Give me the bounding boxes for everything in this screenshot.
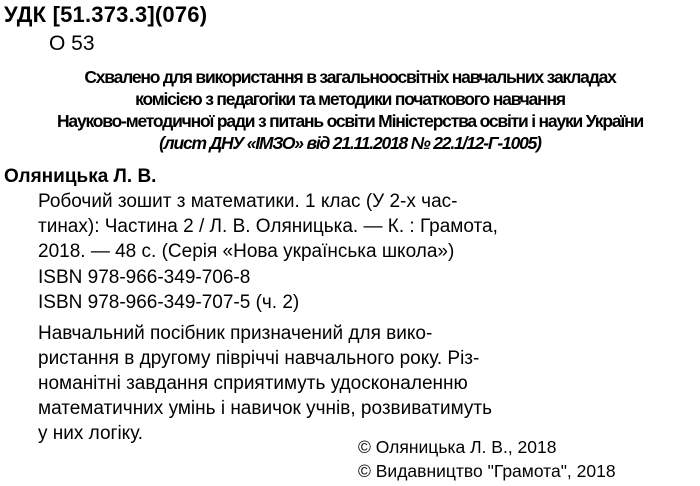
annotation-line: Навчальний посібник призначений для вико- [38, 323, 433, 344]
approval-line: Схвалено для використання в загальноосвітніх навчальних закладах [84, 67, 616, 87]
isbn-part-two: ISBN 978-966-349-707-5 (ч. 2) [38, 292, 300, 313]
annotation-line: номанітні завдання сприятимуть удосконаленню [38, 373, 468, 394]
author-mark: О 53 [49, 32, 95, 55]
approval-reference: (лист ДНУ «ІМЗО» від 21.11.2018 № 22.1/12-Г-1005) [159, 133, 541, 153]
bibliographic-line: тинах): Частина 2 / Л. В. Оляницька. — К. : Грамота, [38, 216, 498, 237]
bibliographic-line: 2018. — 48 с. (Серія «Нова українська школа») [38, 241, 455, 262]
author-heading: Оляницька Л. В. [4, 166, 157, 187]
isbn-full-set: ISBN 978-966-349-706-8 [38, 267, 251, 288]
annotation-line: ристання в другому півріччі навчального року. Різ- [38, 348, 480, 369]
approval-line: комісією з педагогіки та методики початкового навчання [135, 89, 565, 109]
approval-notice [0, 66, 700, 154]
udk-code: УДК [51.373.3](076) [4, 2, 208, 27]
annotation [38, 321, 662, 446]
bibliographic-description [38, 189, 654, 264]
approval-line: Науково-методичної ради з питань освіти Міністерства освіти і науки України [56, 111, 644, 131]
copyright-author: © Оляницька Л. В., 2018 [358, 437, 557, 457]
annotation-line: у них логіку. [38, 423, 144, 444]
bibliographic-line: Робочий зошит з математики. 1 клас (У 2-х час- [38, 191, 458, 212]
copyright-publisher: © Видавництво "Грамота", 2018 [358, 461, 616, 481]
annotation-line: математичних умінь і навичок учнів, розвиватимуть [38, 398, 492, 419]
